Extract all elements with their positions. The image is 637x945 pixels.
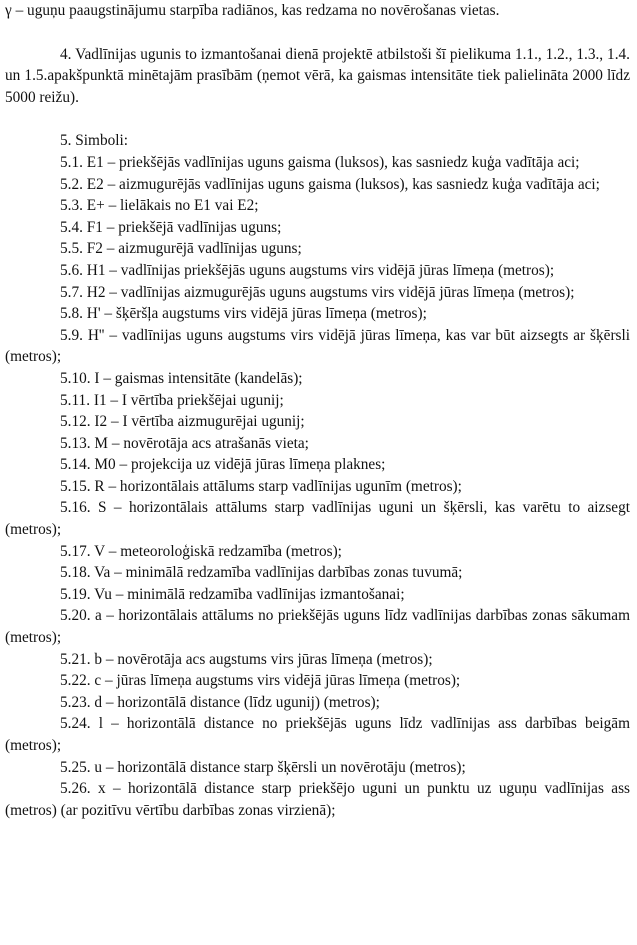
symbol-item: 5.5. F2 – aizmugurējā vadlīnijas uguns; [60,240,302,258]
symbol-item: 5.10. I – gaismas intensitāte (kandelās); [60,369,303,387]
symbol-item: 5.26. x – horizontālā distance starp priekšējo uguni un punktu uz uguņu vadlīnijas ass (metros) (ar pozitīvu vērtību darbības zonas virzienā); [5,780,630,819]
symbol-item: 5.8. H' – šķēršļa augstums virs vidējā jūras līmeņa (metros); [60,305,427,323]
symbol-item: 5.21. b – novērotāja acs augstums virs jūras līmeņa (metros); [60,650,433,668]
symbol-item: 5.19. Vu – minimālā redzamība vadlīnijas izmantošanai; [60,585,405,603]
symbol-item: 5.12. I2 – I vērtība aizmugurējai ugunij; [60,413,305,431]
document-page [5,0,630,821]
symbol-item: 5.15. R – horizontālais attālums starp vadlīnijas ugunīm (metros); [60,477,462,495]
symbol-item: 5.20. a – horizontālais attālums no priekšējās uguns līdz vadlīnijas darbības zonas sākumam (metros); [5,607,630,647]
symbol-item: 5.18. Va – minimālā redzamība vadlīnijas darbības zonas tuvumā; [60,564,463,582]
symbols-list [5,152,630,821]
symbols-heading: 5. Simboli: [60,132,128,150]
symbol-item: 5.3. E+ – lielākais no E1 vai E2; [60,197,259,215]
symbol-item: 5.24. l – horizontālā distance no priekšējās uguns līdz vadlīnijas ass darbības beigām (metros); [5,715,630,754]
symbol-item: 5.25. u – horizontālā distance starp šķērsli un novērotāju (metros); [60,758,466,776]
symbol-item: 5.14. M0 – projekcija uz vidējā jūras līmeņa plaknes; [60,456,386,474]
symbol-item: 5.2. E2 – aizmugurējās vadlīnijas uguns gaisma (luksos), kas sasniedz kuģa vadītāja aci; [60,175,600,193]
symbol-item: 5.4. F1 – priekšējā vadlīnijas uguns; [60,218,282,236]
symbol-item: 5.11. I1 – I vērtība priekšējai ugunij; [60,391,284,409]
symbol-item: 5.16. S – horizontālais attālums starp vadlīnijas uguni un šķērsli, kas varētu to aizsegt (metros); [5,499,630,539]
gamma-definition: γ – uguņu paaugstinājumu starpība radiānos, kas redzama no novērošanas vietas. [5,2,500,19]
symbol-item: 5.13. M – novērotāja acs atrašanās vieta; [60,434,309,452]
symbol-item: 5.23. d – horizontālā distance (līdz ugunij) (metros); [60,693,380,711]
symbol-item: 5.7. H2 – vadlīnijas aizmugurējās uguns augstums virs vidējā jūras līmeņa (metros); [60,283,575,301]
symbol-item: 5.17. V – meteoroloģiskā redzamība (metros); [60,542,342,560]
symbol-item: 5.9. H'' – vadlīnijas uguns augstums virs vidējā jūras līmeņa, kas var būt aizsegts ar šķērsli (metros); [5,326,630,366]
paragraph-4: 4. Vadlīnijas ugunis to izmantošanai dienā projektē atbilstoši šī pielikuma 1.1., 1.2., 1.3., 1.4. un 1.5.apakšpunktā minētajām prasībām (ņemot vērā, ka gaismas intensitāte tiek palielināta 2000 līdz 5000 reižu). [5,45,630,106]
symbol-item: 5.22. c – jūras līmeņa augstums virs vidējā jūras līmeņa (metros); [60,672,461,690]
symbol-item: 5.6. H1 – vadlīnijas priekšējās uguns augstums virs vidējā jūras līmeņa (metros); [60,261,555,279]
symbol-item: 5.1. E1 – priekšējās vadlīnijas uguns gaisma (luksos), kas sasniedz kuģa vadītāja aci; [60,153,580,171]
